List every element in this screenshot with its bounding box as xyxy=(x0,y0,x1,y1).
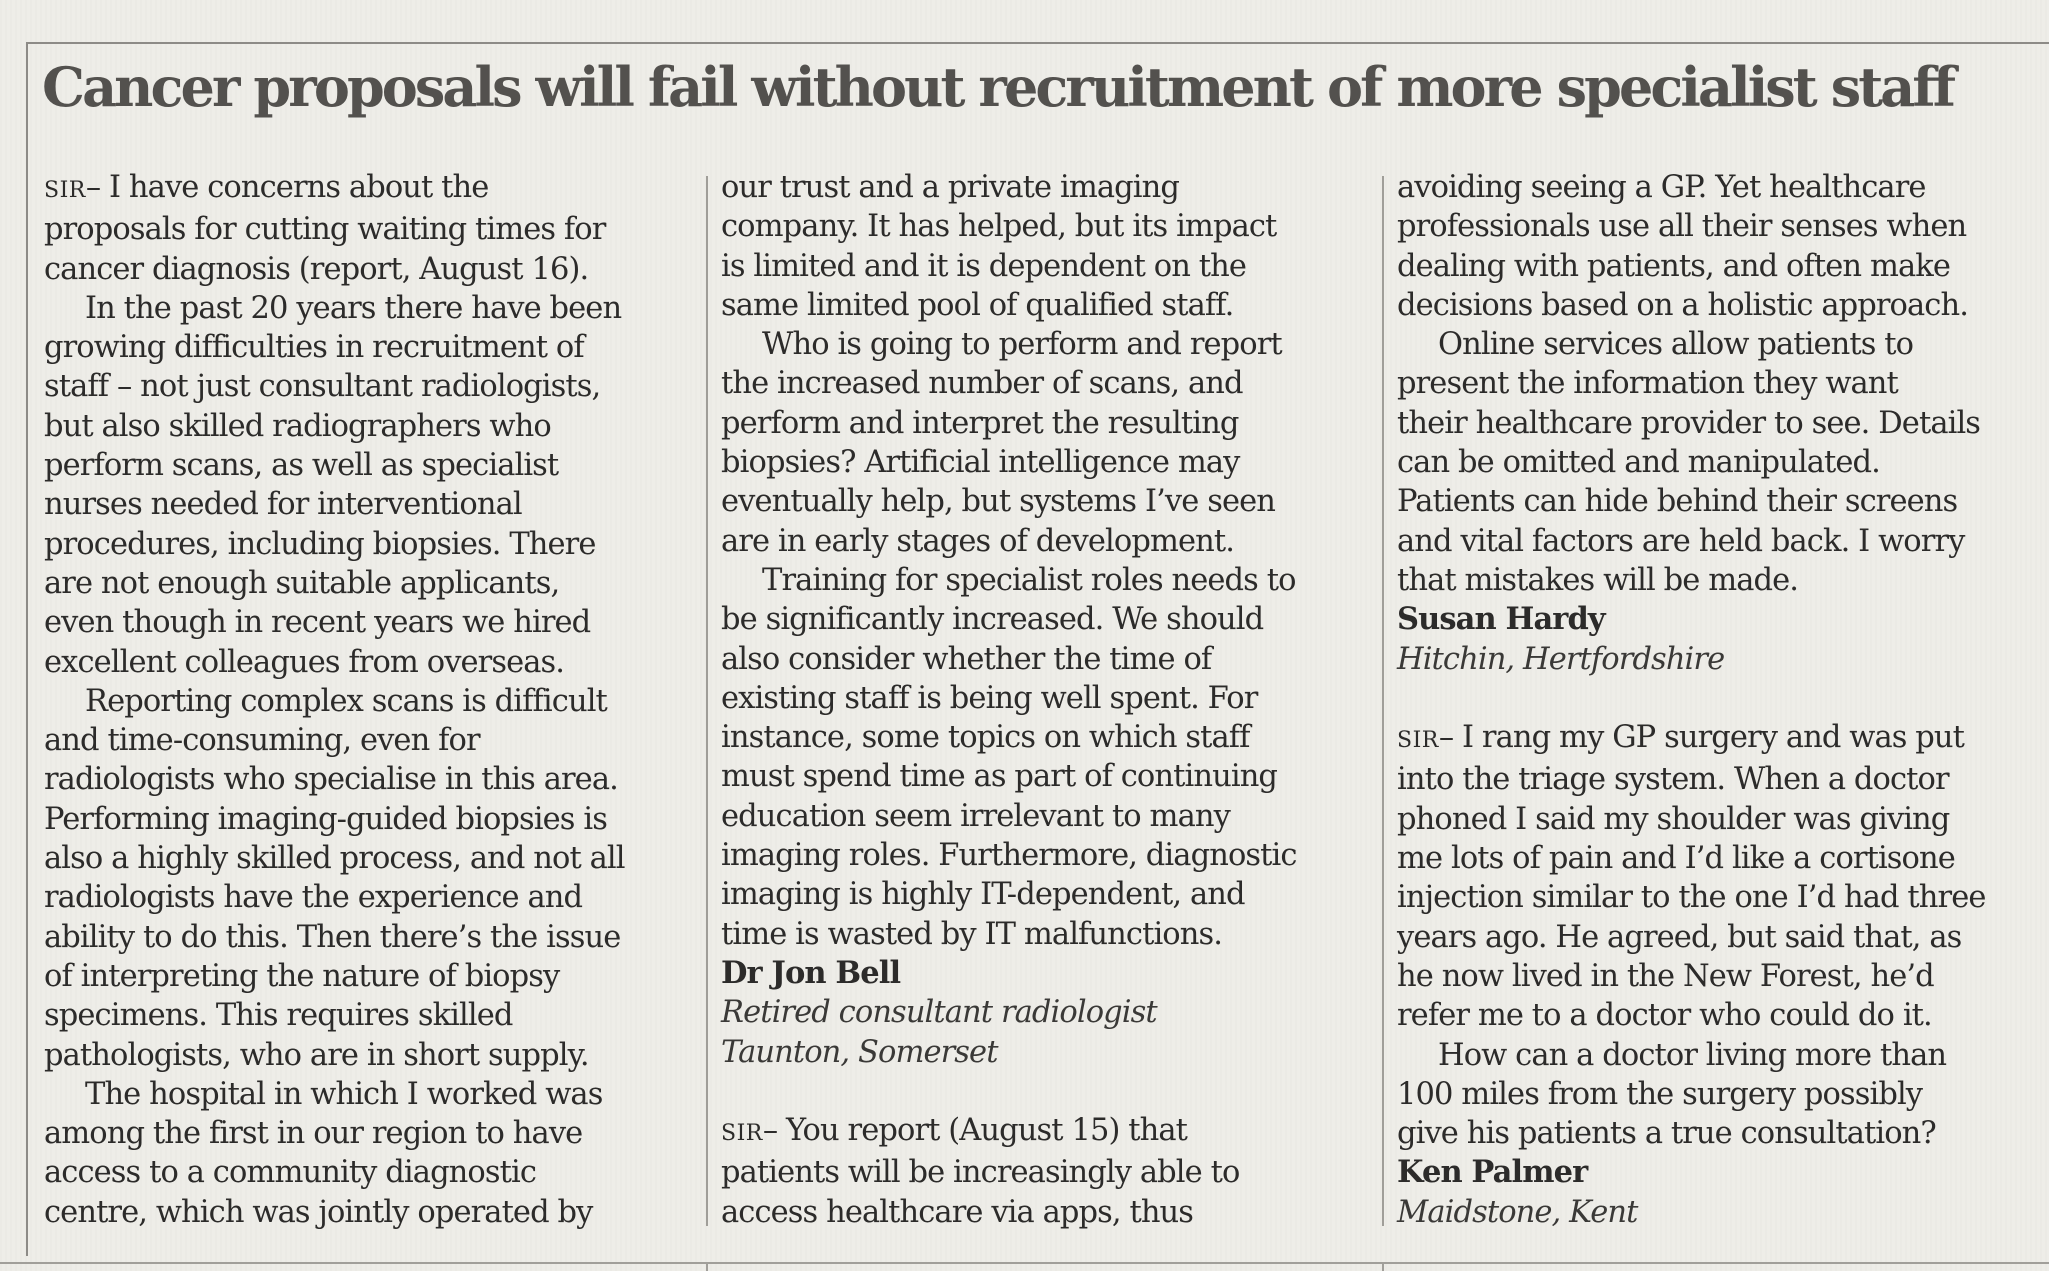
text-line: even though in recent years we hired xyxy=(44,605,591,641)
text-line: same limited pool of qualified staff. xyxy=(721,287,1234,323)
salutation: SIR xyxy=(1397,728,1439,754)
text-line: procedures, including biopsies. There xyxy=(44,526,596,562)
text-line: – I have concerns about the xyxy=(85,170,489,205)
bottom-rule xyxy=(0,1262,2049,1264)
text-line: patients will be increasingly able to xyxy=(721,1155,1240,1191)
letter-1-author: Dr Jon Bell xyxy=(721,954,901,991)
text-line: staff – not just consultant radiologists, xyxy=(44,369,601,405)
salutation: SIR xyxy=(721,1121,763,1147)
column-rule-2 xyxy=(1382,176,1384,1226)
text-line: can be omitted and manipulated. xyxy=(1397,445,1880,481)
text-line: biopsies? Artificial intelligence may xyxy=(721,445,1240,481)
letter-1-paragraph-1 xyxy=(44,168,694,289)
text-line: eventually help, but systems I’ve seen xyxy=(721,484,1275,520)
text-line: that mistakes will be made. xyxy=(1397,562,1799,598)
letter-3-paragraph-1 xyxy=(1397,718,2047,1035)
text-line: The hospital in which I worked was xyxy=(85,1076,603,1112)
text-line: are not enough suitable applicants, xyxy=(44,565,560,601)
text-line: of interpreting the nature of biopsy xyxy=(44,958,560,994)
text-line: injection similar to the one I’d had three xyxy=(1397,880,1986,916)
text-line: cancer diagnosis (report, August 16). xyxy=(44,251,589,287)
text-line: our trust and a private imaging xyxy=(721,170,1179,205)
text-line: Training for specialist roles needs to xyxy=(762,562,1296,598)
text-line: also a highly skilled process, and not all xyxy=(44,841,625,877)
text-line: In the past 20 years there have been xyxy=(85,290,622,326)
letter-2-paragraph-1-continued xyxy=(1397,168,2047,325)
text-line: into the triage system. When a doctor xyxy=(1397,762,1949,798)
text-line: ability to do this. Then there’s the issue xyxy=(44,919,621,955)
text-line: access healthcare via apps, thus xyxy=(721,1194,1194,1230)
column-3 xyxy=(1397,168,2047,1232)
text-line: refer me to a doctor who could do it. xyxy=(1397,998,1932,1034)
text-line: phoned I said my shoulder was giving xyxy=(1397,801,1950,837)
text-line: be significantly increased. We should xyxy=(721,602,1264,638)
text-line: Who is going to perform and report xyxy=(762,327,1282,363)
text-line: Patients can hide behind their screens xyxy=(1397,484,1958,520)
text-line: and vital factors are held back. I worry xyxy=(1397,523,1965,559)
text-line: is limited and it is dependent on the xyxy=(721,248,1246,284)
text-line: also consider whether the time of xyxy=(721,641,1212,677)
text-line: company. It has helped, but its impact xyxy=(721,209,1277,245)
column-1 xyxy=(44,168,694,1232)
text-line: avoiding seeing a GP. Yet healthcare xyxy=(1397,170,1926,205)
text-line: must spend time as part of continuing xyxy=(721,759,1278,795)
letter-1-paragraph-5 xyxy=(721,325,1371,561)
text-line: present the information they want xyxy=(1397,366,1898,402)
text-line: Reporting complex scans is difficult xyxy=(85,683,607,719)
text-line: dealing with patients, and often make xyxy=(1397,248,1950,284)
letter-2-author: Susan Hardy xyxy=(1397,601,1605,638)
text-line: imaging roles. Furthermore, diagnostic xyxy=(721,838,1297,874)
column-2 xyxy=(721,168,1371,1232)
text-line: radiologists who specialise in this area. xyxy=(44,762,618,798)
text-line: – I rang my GP surgery and was put xyxy=(1438,720,1965,756)
text-line: existing staff is being well spent. For xyxy=(721,680,1258,716)
text-line: are in early stages of development. xyxy=(721,523,1235,559)
text-line: perform and interpret the resulting xyxy=(721,405,1239,441)
text-line: time is wasted by IT malfunctions. xyxy=(721,916,1223,952)
text-line: professionals use all their senses when xyxy=(1397,209,1967,245)
letter-2-paragraph-2 xyxy=(1397,325,2047,600)
bottom-column-tick xyxy=(1382,1262,1384,1271)
text-line: decisions based on a holistic approach. xyxy=(1397,287,1969,323)
bottom-column-tick xyxy=(706,1262,708,1271)
letter-1-role: Retired consultant radiologist xyxy=(721,995,1157,1031)
text-line: How can a doctor living more than xyxy=(1438,1037,1947,1073)
text-line: excellent colleagues from overseas. xyxy=(44,644,565,680)
text-line: – You report (August 15) that xyxy=(762,1113,1187,1149)
text-line: the increased number of scans, and xyxy=(721,366,1243,402)
text-line: Online services allow patients to xyxy=(1438,327,1914,363)
text-line: proposals for cutting waiting times for xyxy=(44,212,606,248)
letter-1-paragraph-4-continued xyxy=(721,168,1371,325)
text-line: growing difficulties in recruitment of xyxy=(44,330,584,366)
letter-3-location: Maidstone, Kent xyxy=(1397,1194,1638,1230)
text-line: he now lived in the New Forest, he’d xyxy=(1397,958,1934,994)
text-line: pathologists, who are in short supply. xyxy=(44,1037,589,1073)
letter-1-paragraph-6 xyxy=(721,561,1371,954)
text-line: but also skilled radiographers who xyxy=(44,408,551,444)
text-line: specimens. This requires skilled xyxy=(44,998,513,1034)
text-line: among the first in our region to have xyxy=(44,1116,583,1152)
text-line: instance, some topics on which staff xyxy=(721,720,1250,756)
text-line: 100 miles from the surgery possibly xyxy=(1397,1076,1923,1112)
text-line: radiologists have the experience and xyxy=(44,880,583,916)
letter-1-paragraph-2 xyxy=(44,289,694,682)
text-line: and time-consuming, even for xyxy=(44,723,480,759)
column-rule-1 xyxy=(706,176,708,1226)
letter-1-paragraph-4 xyxy=(44,1075,694,1232)
letter-1-location: Taunton, Somerset xyxy=(721,1034,998,1070)
letter-3-author: Ken Palmer xyxy=(1397,1154,1588,1191)
letter-1-paragraph-3 xyxy=(44,682,694,1075)
text-line: education seem irrelevant to many xyxy=(721,798,1230,834)
headline: Cancer proposals will fail without recruitment of more specialist staff xyxy=(42,55,1954,119)
text-line: nurses needed for interventional xyxy=(44,487,522,523)
text-line: years ago. He agreed, but said that, as xyxy=(1397,919,1962,955)
text-line: their healthcare provider to see. Details xyxy=(1397,405,1981,441)
text-line: perform scans, as well as specialist xyxy=(44,448,559,484)
text-line: access to a community diagnostic xyxy=(44,1155,537,1191)
letter-2-paragraph-1 xyxy=(721,1111,1371,1232)
text-line: centre, which was jointly operated by xyxy=(44,1194,593,1230)
text-line: imaging is highly IT-dependent, and xyxy=(721,877,1245,913)
text-line: give his patients a true consultation? xyxy=(1397,1116,1936,1152)
text-line: me lots of pain and I’d like a cortisone xyxy=(1397,841,1955,877)
salutation: SIR xyxy=(44,178,86,203)
letter-2-location: Hitchin, Hertfordshire xyxy=(1397,641,1725,677)
letter-3-paragraph-2 xyxy=(1397,1036,2047,1154)
text-line: Performing imaging-guided biopsies is xyxy=(44,801,607,837)
